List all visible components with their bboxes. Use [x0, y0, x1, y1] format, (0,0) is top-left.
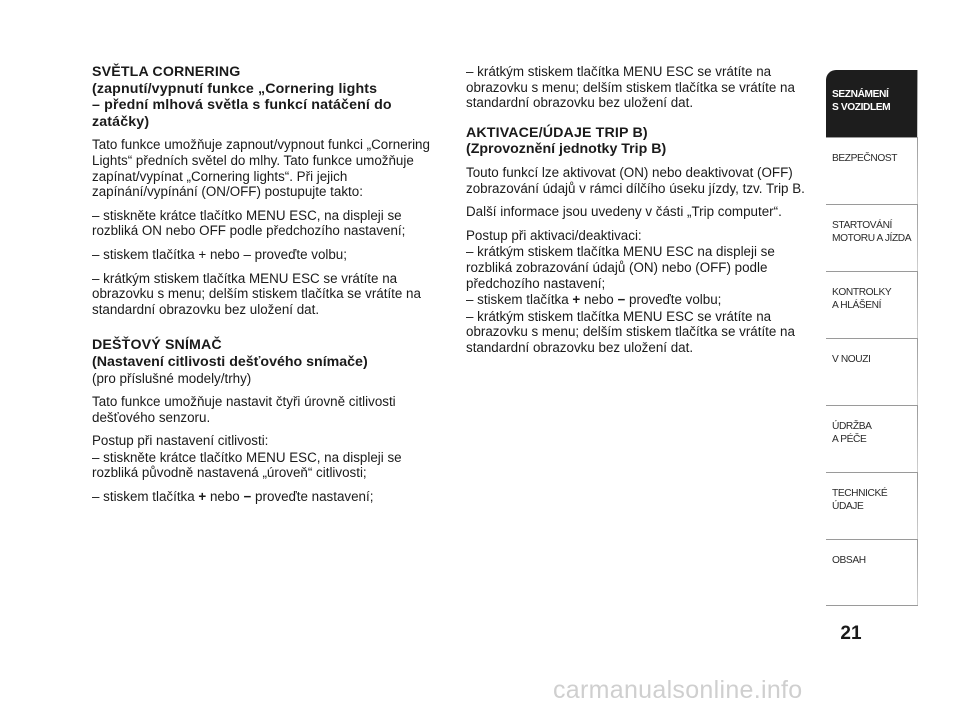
sidebar-tab-8[interactable]	[826, 539, 918, 606]
cornering-title-line-3: – přední mlhová světla s funkcí natáčení do	[92, 97, 392, 114]
trip-subtitle: (Zprovoznění jednotky Trip B)	[466, 141, 667, 158]
section-gap	[92, 325, 444, 337]
sidebar-tab-label: BEZPEČNOST	[832, 153, 898, 164]
plus-symbol: +	[572, 292, 581, 308]
trip-step-2-suffix: proveďte volbu;	[625, 292, 722, 308]
sidebar-tab-6[interactable]	[826, 405, 918, 472]
cornering-title-line-1: SVĚTLA CORNERING	[92, 64, 241, 80]
trip-more-info: Další informace jsou uvedeny v části „Trip computer“.	[466, 204, 782, 220]
rain-step-2-suffix: proveďte nastavení;	[251, 489, 374, 505]
minus-symbol: −	[243, 489, 252, 505]
sidebar-tab-label: S VOZIDLEM	[832, 102, 891, 113]
right-column	[466, 64, 818, 364]
sidebar-tab-label: TECHNICKÉ	[832, 488, 888, 499]
trip-intro: Touto funkcí lze aktivovat (ON) nebo deaktivovat (OFF) zobrazování údajů v rámci dílčího úseku jízdy, tzv. Trip B.	[466, 164, 805, 196]
trip-step-2-mid: nebo	[580, 292, 618, 308]
rain-step-2-prefix: – stiskem tlačítka	[92, 489, 199, 505]
page-number: 21	[840, 623, 862, 644]
trip-step-2	[466, 292, 818, 308]
rain-step-1: – stiskněte krátce tlačítko MENU ESC, na displeji se rozbliká původně nastavená „úroveň“ citlivosti;	[92, 449, 402, 481]
continuation-text: – krátkým stiskem tlačítka MENU ESC se vrátíte na obrazovku s menu; delším stiskem tlačítka se vrátíte na standardní obrazovku bez uložení dat.	[466, 64, 795, 111]
rain-intro: Tato funkce umožňuje nastavit čtyři úrovně citlivosti dešťového senzoru.	[92, 394, 396, 425]
watermark: carmanualsonline.info	[553, 676, 803, 704]
sidebar-tab-label: V NOUZI	[832, 354, 871, 365]
minus-symbol: −	[617, 292, 626, 308]
rain-title: DEŠŤOVÝ SNÍMAČ	[92, 337, 222, 354]
sidebar-tab-label: ÚDRŽBA	[832, 421, 872, 432]
trip-procedure: Postup při aktivaci/deaktivaci:	[466, 227, 642, 243]
chapter-sidebar	[826, 70, 918, 606]
cornering-intro: Tato funkce umožňuje zapnout/vypnout funkci „Cornering Lights“ předních světel do mlhy. Tato funkce umožňuje zapínat/vypínat „Cornering lights“. Při jejich zapínání/vypínání (ON/OFF) postupujte takto:	[92, 137, 430, 200]
sidebar-tab-1[interactable]	[826, 70, 918, 137]
cornering-step-3: – krátkým stiskem tlačítka MENU ESC se vrátíte na obrazovku s menu; delším stiskem tlačítka se vrátíte na standardní obrazovku bez uložení dat.	[92, 270, 421, 317]
sidebar-tab-3[interactable]	[826, 204, 918, 271]
cornering-title-line-4: zatáčky)	[92, 113, 150, 130]
sidebar-tab-label: STARTOVÁNÍ	[832, 220, 892, 231]
trip-step-3: – krátkým stiskem tlačítka MENU ESC se vrátíte na obrazovku s menu; delším stiskem tlačítka se vrátíte na standardní obrazovku bez uložení dat.	[466, 308, 795, 355]
sidebar-tab-5[interactable]	[826, 338, 918, 405]
trip-title: AKTIVACE/ÚDAJE TRIP B)	[466, 124, 648, 141]
left-column	[92, 64, 444, 513]
sidebar-tab-label: OBSAH	[832, 555, 866, 566]
trip-step-1: – krátkým stiskem tlačítka MENU ESC na displeji se rozbliká zobrazování údajů (ON) nebo (OFF) podle předchozího nastavení;	[466, 244, 775, 291]
rain-note: (pro příslušné modely/trhy)	[92, 370, 252, 386]
sidebar-tab-2[interactable]	[826, 137, 918, 204]
sidebar-tab-label: ÚDAJE	[832, 501, 864, 512]
sidebar-tab-4[interactable]	[826, 271, 918, 338]
sidebar-tab-label: A PÉČE	[832, 434, 867, 445]
cornering-step-2: – stiskem tlačítka + nebo – proveďte volbu;	[92, 246, 347, 262]
trip-b-section	[466, 125, 818, 356]
trip-step-2-prefix: – stiskem tlačítka	[466, 292, 573, 308]
rain-step-2	[92, 489, 444, 505]
cornering-step-1: – stiskněte krátce tlačítko MENU ESC, na displeji se rozbliká ON nebo OFF podle předchozího nastavení;	[92, 207, 406, 239]
sidebar-tab-7[interactable]	[826, 472, 918, 539]
sidebar-tab-label: MOTORU A JÍZDA	[832, 233, 912, 244]
rain-sensor-section	[92, 337, 444, 504]
rain-subtitle: (Nastavení citlivosti dešťového snímače)	[92, 353, 368, 370]
cornering-title-line-2: (zapnutí/vypnutí funkce „Cornering lights	[92, 80, 378, 97]
sidebar-tab-label: SEZNÁMENÍ	[832, 89, 889, 100]
plus-symbol: +	[198, 489, 207, 505]
sidebar-tab-label: A HLÁŠENÍ	[832, 300, 882, 311]
rain-procedure: Postup při nastavení citlivosti:	[92, 433, 269, 449]
sidebar-tab-label: KONTROLKY	[832, 287, 892, 298]
rain-step-2-mid: nebo	[206, 489, 244, 505]
cornering-section	[92, 64, 444, 317]
